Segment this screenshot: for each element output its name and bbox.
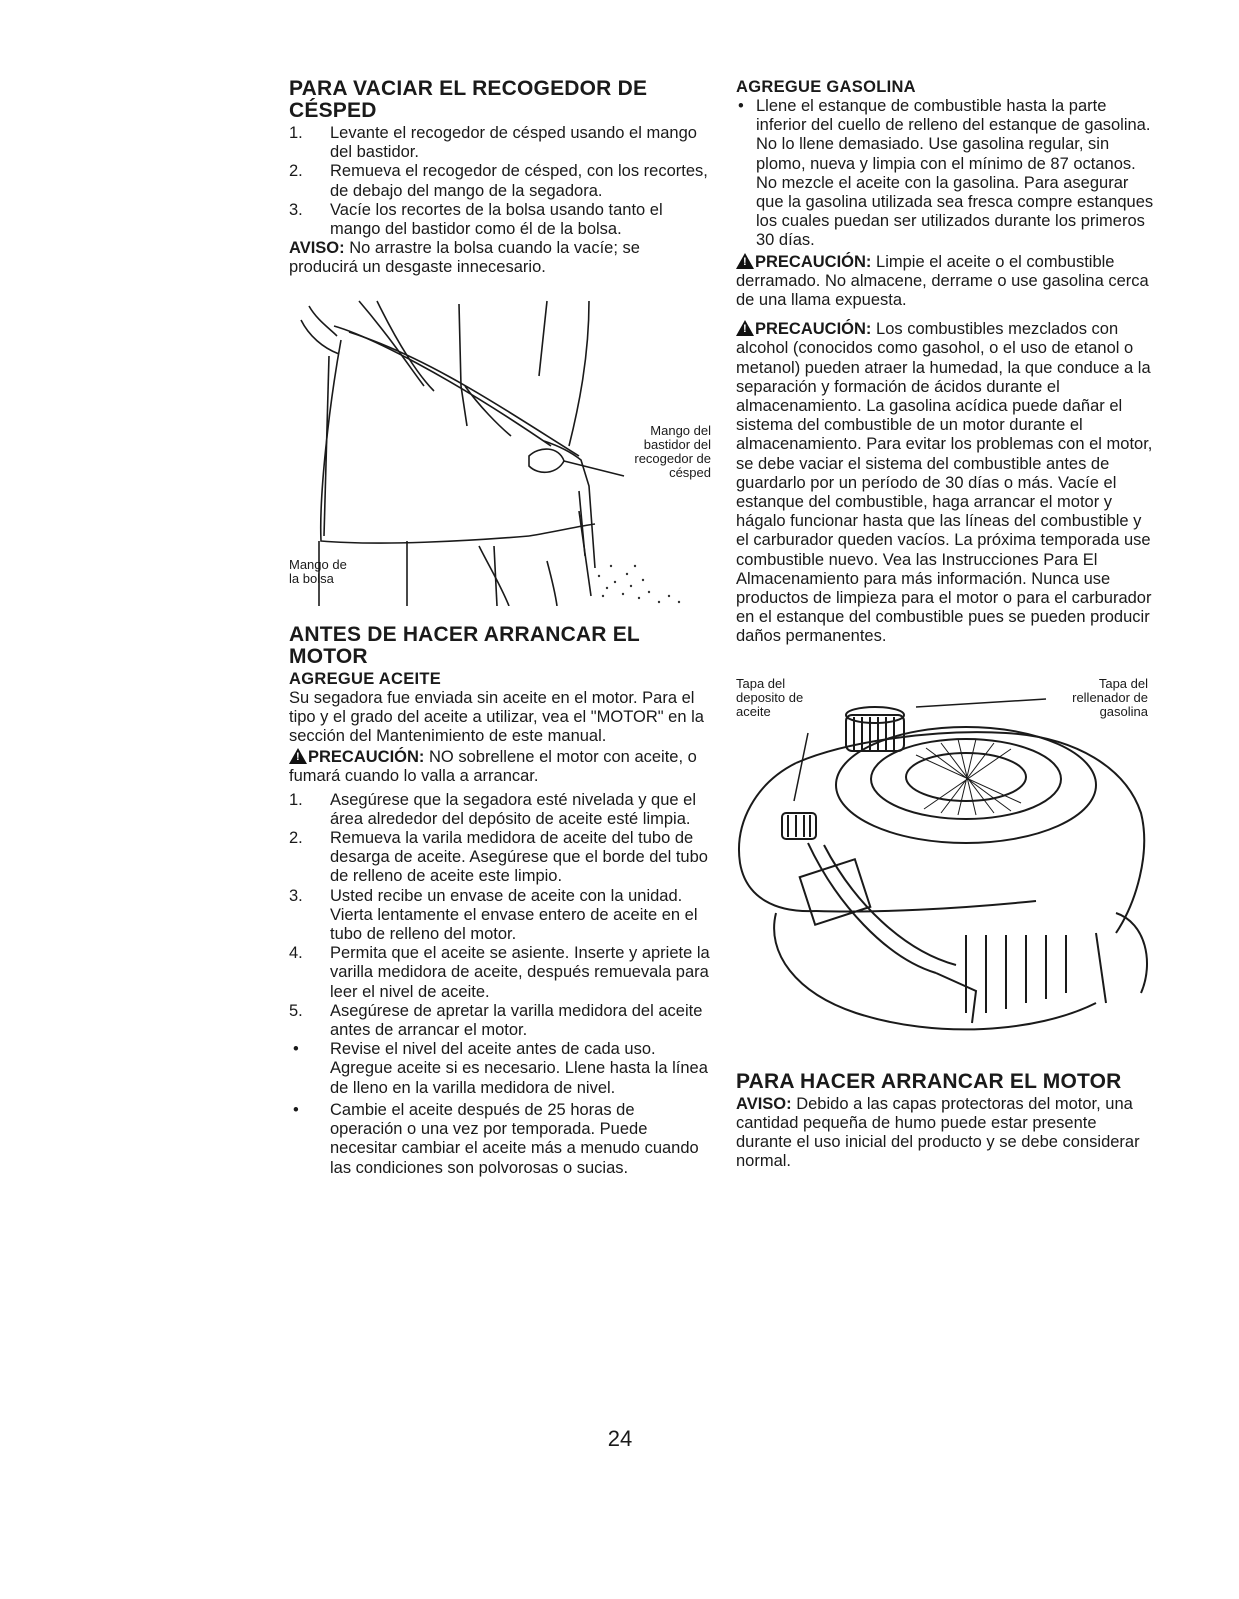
list-item: 1. Levante el recogedor de césped usando el mango del bastidor. [289,124,697,162]
oil-bullets [289,1040,711,1177]
page-number: 24 [607,1426,633,1451]
engine-illustration [736,673,1156,1053]
gasoline-bullets [736,97,1156,251]
oil-caution: !PRECAUCIÓN: NO sobrellene el motor con aceite, o fumará cuando lo valla a arrancar. [289,746,711,786]
list-item: 5. Asegúrese de apretar la varilla medidora del aceite antes de arrancar el motor. [289,1001,703,1040]
empty-grass-catcher-title: PARA VACIAR EL RECOGEDOR DE CÉSPED [289,77,648,122]
list-item: 3. Usted recibe un envase de aceite con la unidad. Vierta lentamente el envase entero de aceite en el tubo de relleno del motor. [289,886,698,944]
list-item: • Cambie el aceite después de 25 horas de operación o una vez por temporada. Puede necesitar cambiar el aceite más a menudo cuando las condiciones son polvorosas o sucias. [293,1100,699,1177]
fuel-cap-label: Tapa del rellenador de gasolina [1072,675,1148,719]
start-aviso: AVISO: Debido a las capas protectoras del motor, una cantidad pequeña de humo puede estar presente durante el uso inicial del producto y se debe considerar normal. [736,1094,1140,1171]
add-oil-subtitle: AGREGUE ACEITE [289,669,442,688]
bag-handle-label: Mango de la bolsa [289,556,347,586]
frame-handle-label: Mango del bastidor del recogedor de césped [634,422,711,480]
oil-cap-label: Tapa del deposito de aceite [736,675,804,719]
warning-icon [736,320,754,336]
warning-icon [289,748,307,764]
list-item: 1. Asegúrese que la segadora esté nivelada y que el área alrededor del depósito de aceite esté limpia. [289,790,697,828]
oil-steps [289,791,711,1041]
start-engine-title: PARA HACER ARRANCAR EL MOTOR [736,1069,1122,1093]
fuel-caution-2: !PRECAUCIÓN: Los combustibles mezclados con alcohol (conocidos como gasohol, o el uso de etanol o metanol) pueden atraer la humedad, la que conduce a la separación y formación de ácidos durante el almacenamiento. La gasolina acídica puede dañar el sistema del combustible de un motor durante el almacenamiento. Para evitar los problemas con el motor, se debe vaciar el sistema del combustible antes de guardarlo por un período de 30 días o más. Vacíe el estanque del combustible, haga arrancar el motor y hágalo funcionar hasta que las líneas del combustible y el carburador queden vacíos. La próxima temporada use combustible nuevo. Vea las Instrucciones Para El Almacenamiento para más información. Nunca use productos de limpieza para el motor o para el carburador en el estanque del combustible pues se pueden producir daños permanentes. [736,318,1156,646]
warning-icon [736,253,754,269]
right-column [736,78,1156,1172]
list-item: • Revise el nivel del aceite antes de cada uso. Agregue aceite si es necesario. Llene hasta la línea de lleno en la varilla medidora de nivel. [293,1040,708,1097]
fuel-caution-1: !PRECAUCIÓN: Limpie el aceite o el combustible derramado. No almacene, derrame o use gasolina cerca de una llama expuesta. [736,251,1156,311]
list-item: • Llene el estanque de combustible hasta la parte inferior del cuello de relleno del estanque de gasolina. No lo llene demasiado. Use gasolina regular, sin plomo, nueva y limpia con el mínimo de 87 octanos. No mezcle el aceite con la gasolina. Para asegurar que la gasolina utilizada sea fresca compre estanques los cuales puedan ser utilizados durante los primeros 30 días. [738,97,1154,250]
empty-catcher-steps [289,124,711,239]
oil-intro: Su segadora fue enviada sin aceite en el motor. Para el tipo y el grado del aceite a utilizar, vea el "MOTOR" en la sección del Mantenimiento de este manual. [289,688,704,746]
list-item: 4. Permita que el aceite se asiente. Inserte y apriete la varilla medidora de aceite, después remuevala para leer el nivel de aceite. [289,944,710,1001]
engine-drawing [736,673,1156,1053]
list-item: 2. Remueva la varila medidora de aceite del tubo de desarga de aceite. Asegúrese que el borde del tubo de relleno de aceite este limpio. [289,829,708,886]
aviso-note: AVISO: No arrastre la bolsa cuando la vacíe; se producirá un desgaste innecesario. [289,239,640,277]
emptying-bag-illustration [289,296,711,606]
list-item: 2. Remueva el recogedor de césped, con los recortes, de debajo del mango de la segadora. [289,162,708,200]
before-starting-title: ANTES DE HACER ARRANCAR EL MOTOR [289,622,640,668]
add-gasoline-title: AGREGUE GASOLINA [736,78,916,96]
list-item: 3. Vacíe los recortes de la bolsa usando tanto el mango del bastidor como él de la bolsa. [289,200,663,239]
left-column [289,78,711,1178]
